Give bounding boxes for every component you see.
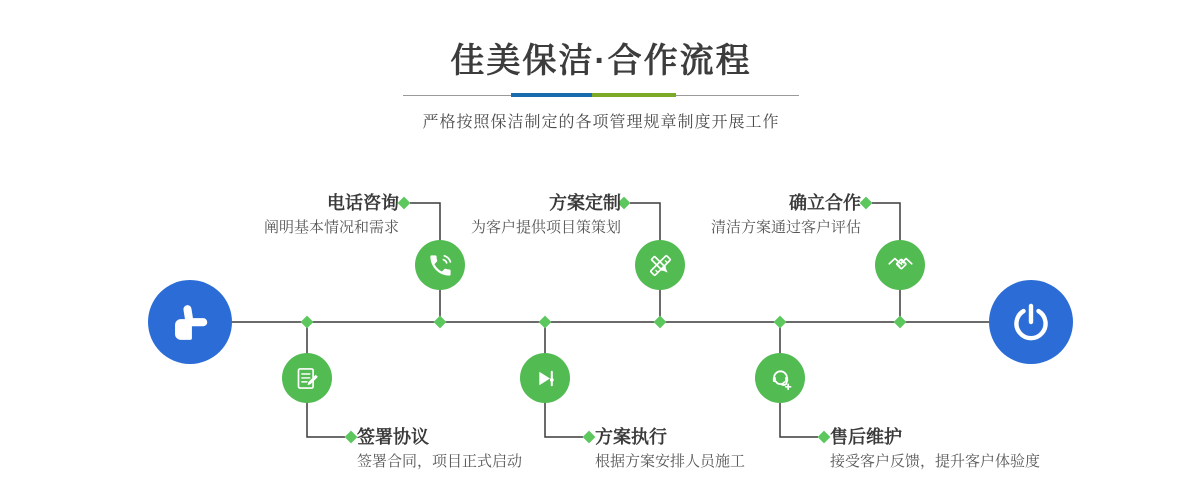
step-title: 确立合作 — [789, 193, 861, 213]
step-title: 签署协议 — [357, 427, 429, 447]
headset-icon — [767, 365, 794, 392]
step-after-sales — [830, 428, 1040, 469]
diamond-marker — [345, 431, 358, 444]
page-subtitle: 严格按照保洁制定的各项管理规章制度开展工作 — [422, 114, 780, 131]
diamond-marker — [434, 316, 447, 329]
step-title: 电话咨询 — [327, 193, 399, 213]
diamond-marker — [654, 316, 667, 329]
step-sign-agreement — [357, 428, 522, 469]
power-icon — [1008, 299, 1054, 345]
diamond-marker — [301, 316, 314, 329]
phone-icon — [427, 252, 454, 279]
step-title: 方案定制 — [549, 193, 621, 213]
service-node — [755, 353, 805, 403]
diamond-marker — [398, 197, 411, 210]
pencil-ruler-icon — [647, 252, 674, 279]
page-title: 佳美保洁·合作流程 — [450, 42, 752, 80]
contract-node — [282, 353, 332, 403]
step-desc: 清洁方案通过客户评估 — [710, 219, 861, 236]
diamond-marker — [894, 316, 907, 329]
diamond-marker — [860, 197, 873, 210]
step-plan-execution — [595, 428, 745, 469]
step-desc: 根据方案安排人员施工 — [595, 453, 746, 470]
play-icon — [532, 365, 559, 392]
design-node — [635, 240, 685, 290]
diamond-marker — [539, 316, 552, 329]
step-desc: 签署合同，项目正式启动 — [357, 453, 523, 470]
cooperation-node — [875, 240, 925, 290]
diamond-marker — [774, 316, 787, 329]
step-title: 售后维护 — [830, 427, 902, 447]
start-node — [148, 280, 232, 364]
step-phone-consult — [264, 194, 399, 235]
execute-node — [520, 353, 570, 403]
contract-icon — [294, 365, 321, 392]
step-desc: 阐明基本情况和需求 — [263, 219, 399, 236]
diamond-marker — [583, 431, 596, 444]
step-desc: 为客户提供项目策策划 — [470, 219, 621, 236]
step-title: 方案执行 — [595, 427, 667, 447]
diamond-marker — [818, 431, 831, 444]
end-node — [989, 280, 1073, 364]
step-establish-cooperation — [711, 194, 861, 235]
phone-node — [415, 240, 465, 290]
step-plan-design — [471, 194, 621, 235]
handshake-icon — [887, 252, 914, 279]
pointing-hand-icon — [167, 299, 213, 345]
step-desc: 接受客户反馈，提升客户体验度 — [830, 453, 1041, 470]
